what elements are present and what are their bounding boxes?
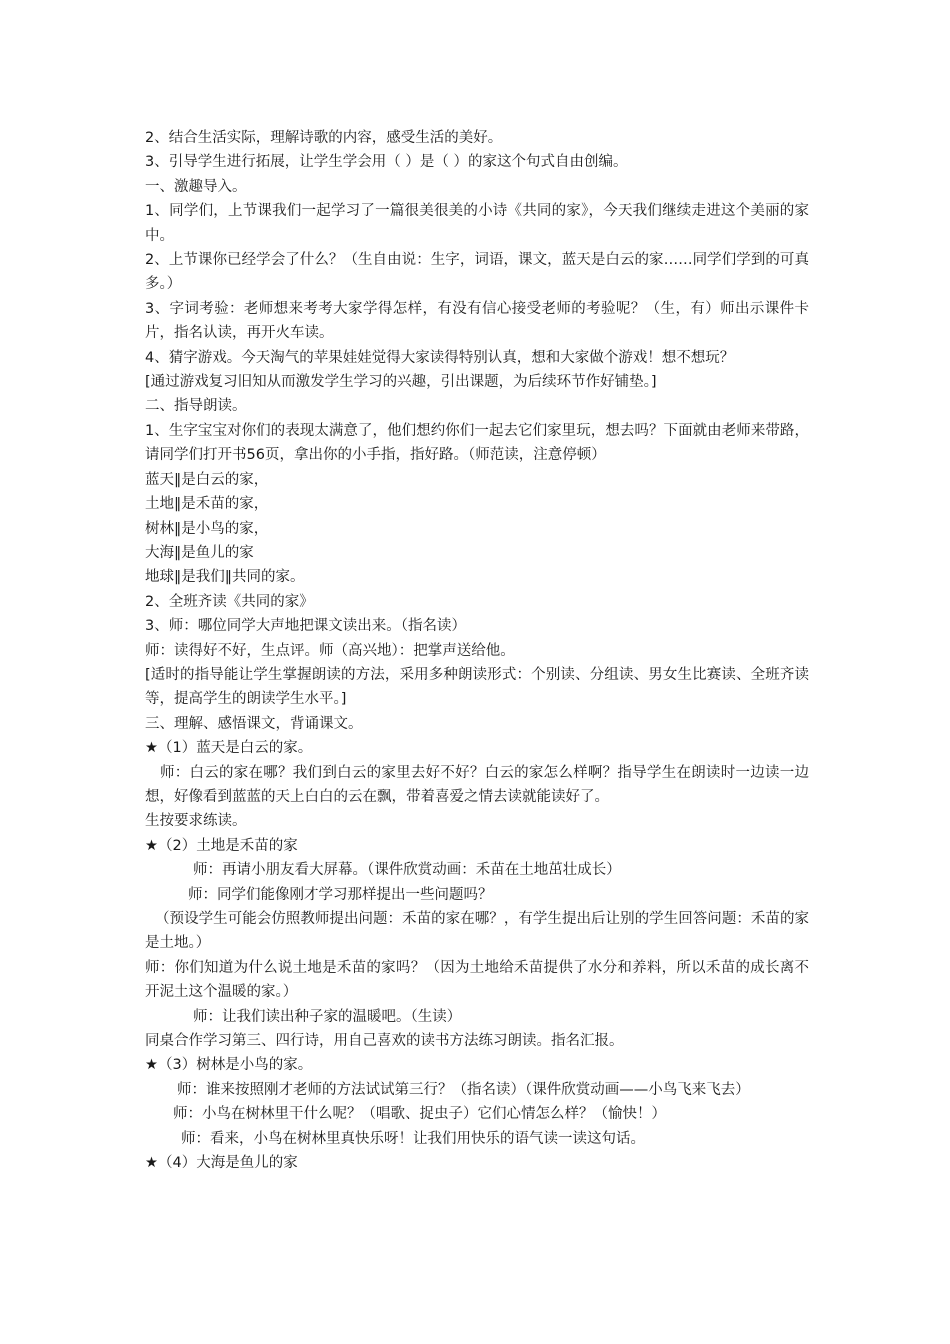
paragraph: 师：读得好不好，生点评。师（高兴地）：把掌声送给他。: [145, 642, 515, 659]
subsection-heading: ★（4）大海是鱼儿的家: [145, 1155, 298, 1172]
poem-line: 土地‖是禾苗的家，: [145, 496, 269, 513]
section-heading-3: 三、理解、感悟课文，背诵课文。: [145, 715, 363, 732]
paragraph: 1、同学们，上节课我们一起学习了一篇很美很美的小诗《共同的家》，今天我们继续走进这个美丽的家中。: [145, 203, 809, 244]
paragraph: 师：再请小朋友看大屏幕。（课件欣赏动画：禾苗在土地茁壮成长）: [193, 862, 621, 879]
paragraph: 2、全班齐读《共同的家》: [145, 593, 314, 610]
paragraph: 3、师：哪位同学大声地把课文读出来。（指名读）: [145, 618, 466, 635]
paragraph: 师：看来，小鸟在树林里真快乐呀！让我们用快乐的语气读一读这句话。: [181, 1130, 645, 1147]
poem-line: 蓝天‖是白云的家，: [145, 471, 269, 488]
paragraph: 3、字词考验：老师想来考考大家学得怎样，有没有信心接受老师的考验呢？（生，有）师出示课件卡片，指名认读，再开火车读。: [145, 300, 809, 342]
section-heading-1: 一、激趣导入。: [145, 178, 247, 195]
poem-line: 大海‖是鱼儿的家: [145, 544, 254, 561]
paragraph: （预设学生可能会仿照教师提出问题：禾苗的家在哪？，有学生提出后让别的学生回答问题：禾苗的家是土地。）: [145, 911, 809, 952]
paragraph: 同桌合作学习第三、四行诗，用自己喜欢的读书方法练习朗读。指名汇报。: [145, 1033, 624, 1050]
paragraph: 师：白云的家在哪？我们到白云的家里去好不好？白云的家怎么样啊？指导学生在朗读时一边读一边想，好像看到蓝蓝的天上白白的云在飘，带着喜爱之情去读就能读好了。: [145, 764, 809, 805]
paragraph: 师：你们知道为什么说土地是禾苗的家吗？（因为土地给禾苗提供了水分和养料，所以禾苗的成长离不开泥土这个温暖的家。）: [145, 959, 809, 1001]
teaching-note: [适时的指导能让学生掌握朗读的方法，采用多种朗读形式：个别读、分组读、男女生比赛读、全班齐读等，提高学生的朗读学生水平。]: [145, 666, 809, 708]
subsection-heading: ★（3）树林是小鸟的家。: [145, 1057, 313, 1074]
subsection-heading: ★（1）蓝天是白云的家。: [145, 740, 313, 757]
poem-line: 树林‖是小鸟的家，: [145, 520, 269, 537]
paragraph: 师：同学们能像刚才学习那样提出一些问题吗？: [188, 886, 493, 903]
objective-2: 2、结合生活实际，理解诗歌的内容，感受生活的美好。: [145, 130, 503, 146]
paragraph: 2、上节课你已经学会了什么？（生自由说：生字，词语，课文，蓝天是白云的家……同学们学到的可真多。）: [145, 252, 809, 293]
poem-line: 地球‖是我们‖共同的家。: [145, 569, 305, 586]
section-heading-2: 二、指导朗读。: [145, 398, 247, 415]
teaching-note: [通过游戏复习旧知从而激发学生学习的兴趣，引出课题，为后续环节作好铺垫。]: [145, 374, 657, 391]
paragraph: 4、猜字游戏。今天淘气的苹果娃娃觉得大家读得特别认真，想和大家做个游戏！想不想玩？: [145, 349, 735, 366]
paragraph: 1、生字宝宝对你们的表现太满意了，他们想约你们一起去它们家里玩，想去吗？下面就由老师来带路，请同学们打开书56页，拿出你的小手指，指好路。（师范读，注意停顿）: [145, 422, 809, 464]
paragraph: 师：小鸟在树林里干什么呢？（唱歌、捉虫子）它们心情怎么样？（愉快！）: [173, 1106, 666, 1123]
subsection-heading: ★（2）土地是禾苗的家: [145, 837, 298, 854]
paragraph: 师：让我们读出种子家的温暖吧。（生读）: [193, 1008, 462, 1025]
paragraph: 师：谁来按照刚才老师的方法试试第三行？（指名读）（课件欣赏动画——小鸟飞来飞去）: [177, 1081, 750, 1098]
objective-3: 3、引导学生进行拓展，让学生学会用（ ）是（ ）的家这个句式自由创编。: [145, 154, 628, 171]
paragraph: 生按要求练读。: [145, 813, 247, 830]
document-page: [145, 126, 809, 1175]
